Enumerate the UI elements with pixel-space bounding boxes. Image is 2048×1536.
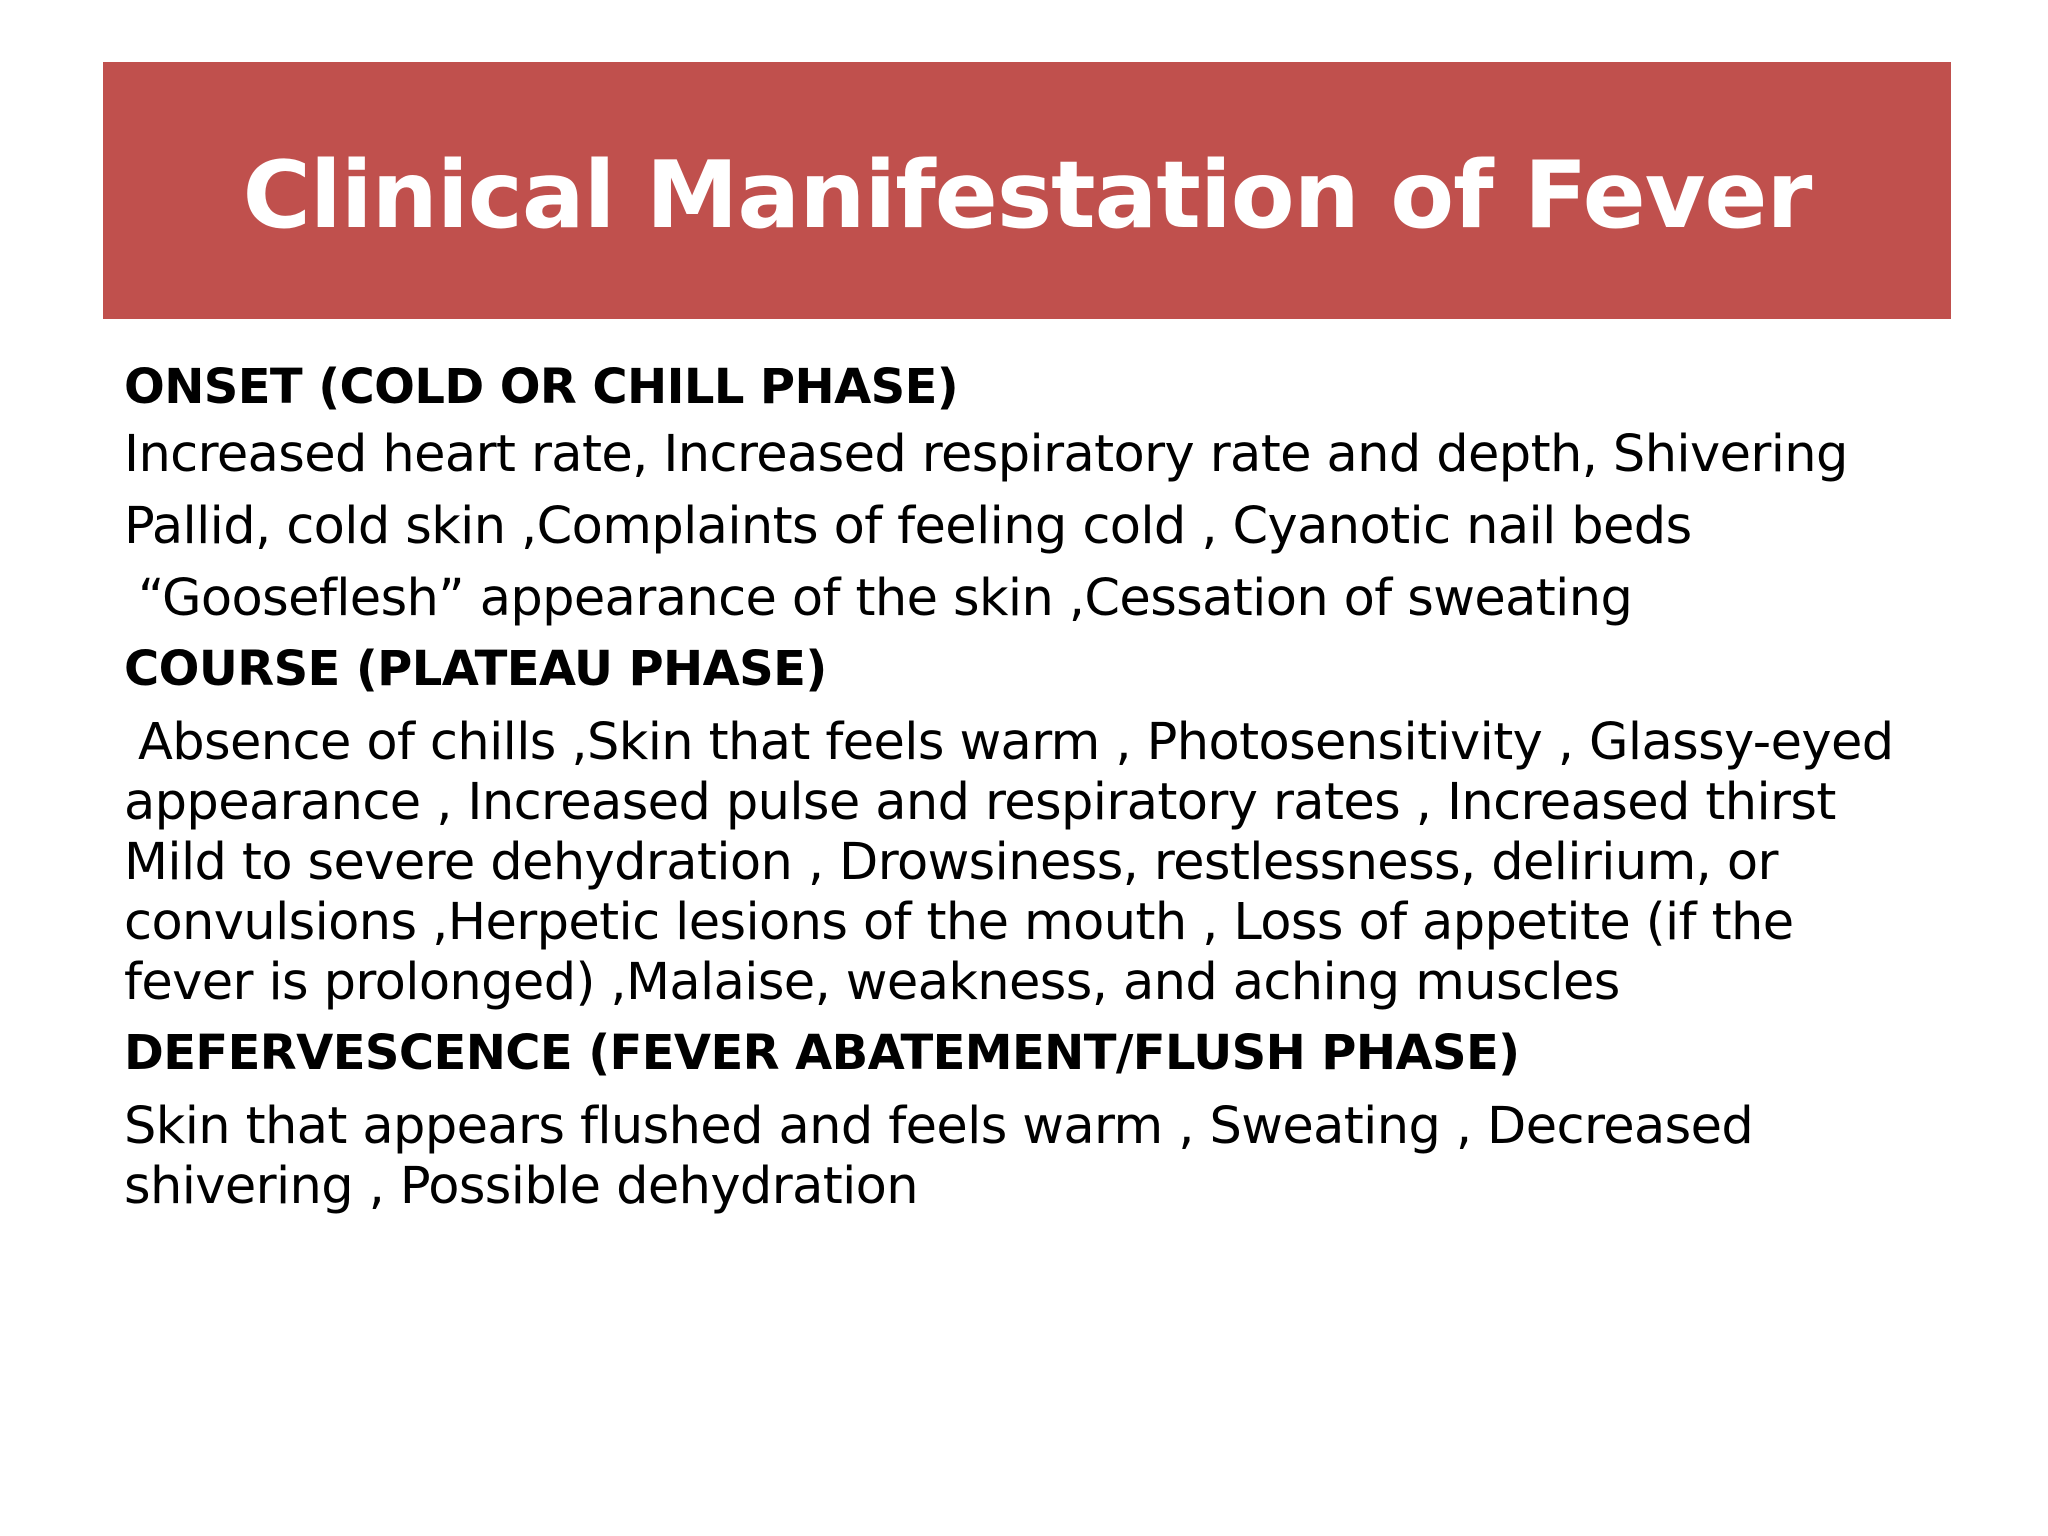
slide-title: Clinical Manifestation of Fever (242, 140, 1812, 249)
onset-line-2: Pallid, cold skin ,Complaints of feeling cold , Cyanotic nail beds (124, 497, 1692, 556)
course-heading: COURSE (PLATEAU PHASE) (124, 641, 827, 697)
title-banner (103, 62, 1951, 319)
defervescence-line-1: Skin that appears flushed and feels warm , Sweating , Decreased (124, 1097, 1754, 1156)
course-line-5: fever is prolonged) ,Malaise, weakness, and aching muscles (124, 953, 1620, 1012)
defervescence-line-2: shivering , Possible dehydration (124, 1157, 919, 1216)
onset-heading: ONSET (COLD OR CHILL PHASE) (124, 359, 959, 415)
defervescence-heading: DEFERVESCENCE (FEVER ABATEMENT/FLUSH PHASE) (124, 1025, 1520, 1081)
onset-line-1: Increased heart rate, Increased respiratory rate and depth, Shivering (124, 425, 1848, 484)
course-line-1: Absence of chills ,Skin that feels warm , Photosensitivity , Glassy-eyed (138, 713, 1894, 772)
course-line-2: appearance , Increased pulse and respiratory rates , Increased thirst (124, 773, 1836, 832)
course-line-3: Mild to severe dehydration , Drowsiness, restlessness, delirium, or (124, 833, 1778, 892)
slide-content (124, 355, 1934, 1217)
onset-line-3: “Gooseflesh” appearance of the skin ,Cessation of sweating (138, 569, 1633, 628)
course-paragraph (124, 713, 1934, 1013)
course-line-4: convulsions ,Herpetic lesions of the mouth , Loss of appetite (if the (124, 893, 1794, 952)
defervescence-paragraph (124, 1097, 1934, 1217)
